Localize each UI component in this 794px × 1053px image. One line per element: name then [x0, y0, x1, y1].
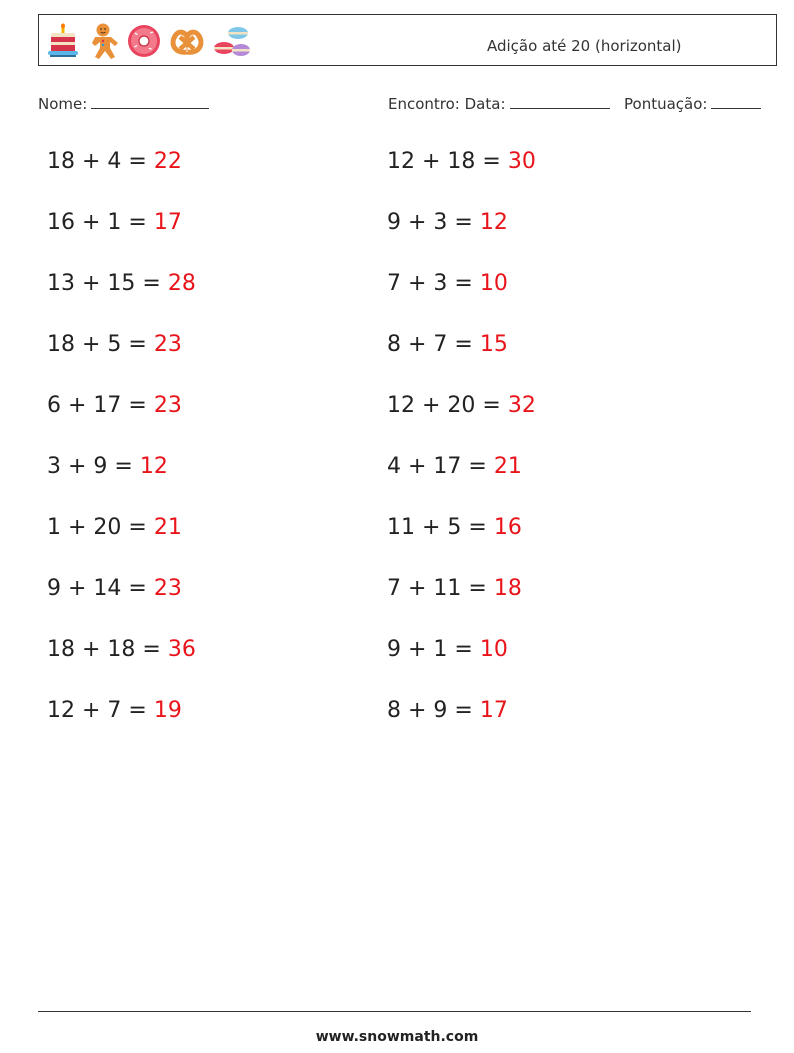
problem-expression: 9 + 3 =: [387, 210, 480, 235]
problem-item: [47, 515, 182, 541]
problem-expression: 3 + 9 =: [47, 454, 140, 479]
problem-item: [387, 454, 522, 480]
footer-divider: [38, 1011, 751, 1012]
worksheet-header: [38, 14, 777, 66]
problem-answer: 23: [153, 576, 182, 601]
problem-expression: 12 + 7 =: [47, 698, 154, 723]
problem-expression: 16 + 1 =: [47, 210, 154, 235]
problem-answer: 21: [493, 454, 522, 479]
problem-expression: 18 + 4 =: [47, 149, 154, 174]
problem-answer: 17: [153, 210, 182, 235]
problem-expression: 6 + 17 =: [47, 393, 154, 418]
problem-item: [387, 393, 536, 419]
problem-expression: 9 + 14 =: [47, 576, 154, 601]
problem-item: [387, 698, 508, 724]
problem-expression: 18 + 5 =: [47, 332, 154, 357]
problem-answer: 10: [479, 637, 508, 662]
problem-expression: 4 + 17 =: [387, 454, 494, 479]
problem-item: [47, 576, 182, 602]
problem-expression: 12 + 20 =: [387, 393, 508, 418]
problem-expression: 8 + 9 =: [387, 698, 480, 723]
gingerbread-icon: [85, 22, 121, 60]
problem-item: [387, 576, 522, 602]
problem-expression: 7 + 3 =: [387, 271, 480, 296]
problem-expression: 11 + 5 =: [387, 515, 494, 540]
problem-expression: 7 + 11 =: [387, 576, 494, 601]
problem-answer: 17: [479, 698, 508, 723]
problem-item: [47, 393, 182, 419]
problem-answer: 10: [479, 271, 508, 296]
problem-expression: 12 + 18 =: [387, 149, 508, 174]
cake-icon: [46, 23, 80, 59]
problem-expression: 13 + 15 =: [47, 271, 168, 296]
header-icons: [46, 22, 252, 60]
problem-answer: 23: [153, 393, 182, 418]
pretzel-icon: [167, 24, 207, 58]
name-field: [38, 94, 209, 113]
problem-item: [387, 515, 522, 541]
problem-answer: 12: [479, 210, 508, 235]
problem-item: [47, 637, 196, 663]
problem-answer: 15: [479, 332, 508, 357]
problem-item: [387, 271, 508, 297]
score-field: [624, 94, 761, 113]
problem-expression: 8 + 7 =: [387, 332, 480, 357]
problem-item: [47, 271, 196, 297]
problem-item: [387, 210, 508, 236]
problem-answer: 19: [153, 698, 182, 723]
problem-item: [387, 332, 508, 358]
problem-answer: 12: [139, 454, 168, 479]
problem-expression: 9 + 1 =: [387, 637, 480, 662]
problem-answer: 36: [167, 637, 196, 662]
problem-item: [387, 637, 508, 663]
problem-expression: 1 + 20 =: [47, 515, 154, 540]
problem-answer: 18: [493, 576, 522, 601]
meeting-label: Encontro: Data:: [388, 95, 506, 113]
problem-item: [47, 698, 182, 724]
score-label: Pontuação:: [624, 95, 708, 113]
problem-answer: 21: [153, 515, 182, 540]
date-blank: [510, 94, 610, 109]
problem-answer: 22: [153, 149, 182, 174]
score-blank: [711, 94, 761, 109]
problem-answer: 28: [167, 271, 196, 296]
problem-answer: 30: [507, 149, 536, 174]
problem-answer: 32: [507, 393, 536, 418]
name-blank: [91, 94, 209, 109]
problem-answer: 23: [153, 332, 182, 357]
problem-item: [47, 149, 182, 175]
problem-answer: 16: [493, 515, 522, 540]
donut-icon: [126, 23, 162, 59]
name-label: Nome:: [38, 95, 88, 113]
macaron-icon: [212, 23, 252, 59]
problem-item: [387, 149, 536, 175]
problem-item: [47, 454, 168, 480]
problem-item: [47, 332, 182, 358]
footer-url: www.snowmath.com: [315, 1029, 479, 1045]
problem-item: [47, 210, 182, 236]
problem-expression: 18 + 18 =: [47, 637, 168, 662]
meeting-field: [388, 94, 610, 113]
worksheet-title: Adição até 20 (horizontal): [487, 37, 682, 55]
